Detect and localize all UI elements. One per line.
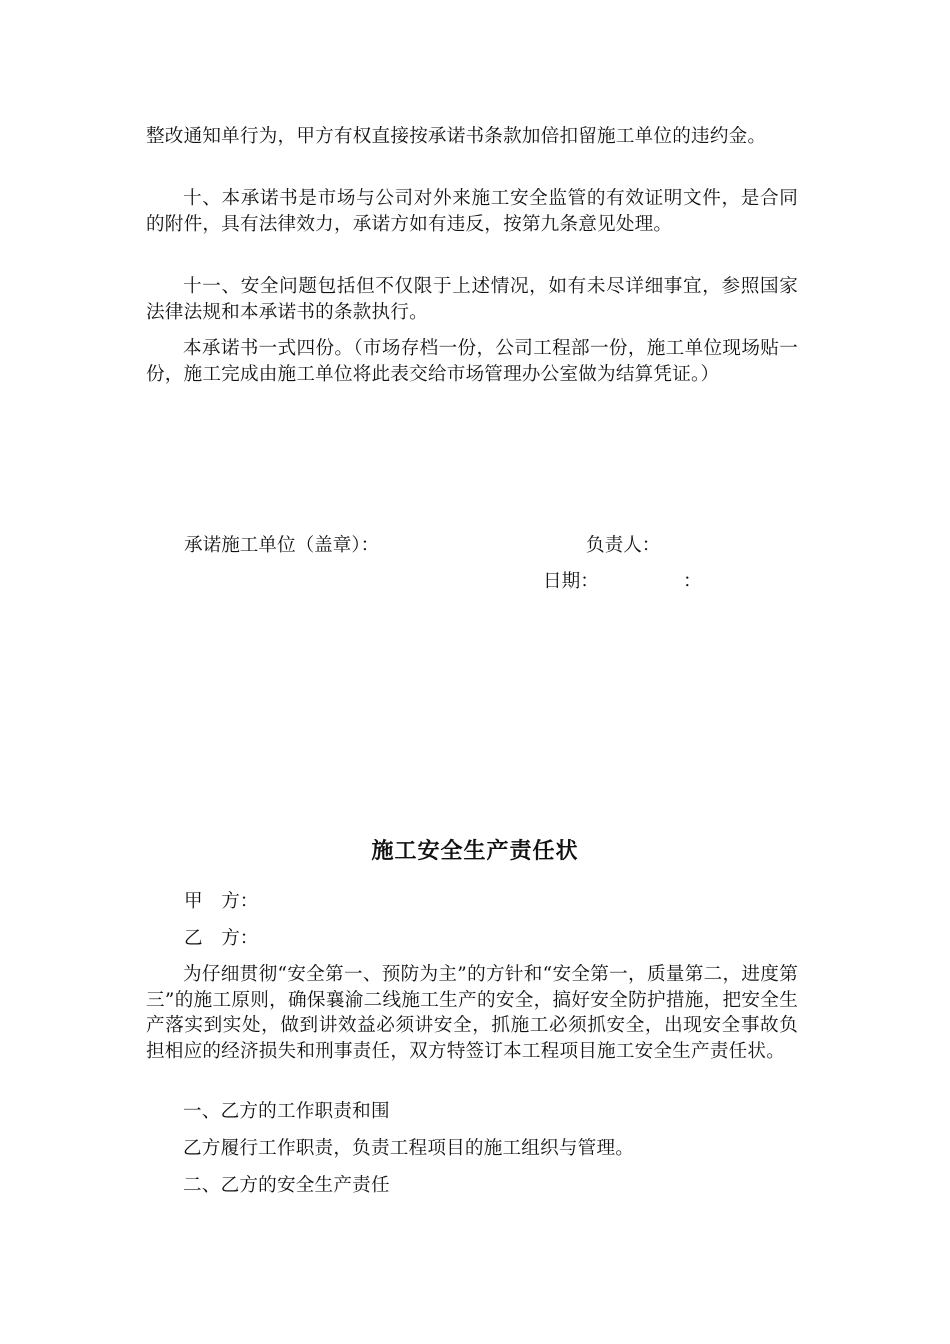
paragraph-clause-10: 十、本承诺书是市场与公司对外来施工安全监管的有效证明文件，是合同的附件，具有法律效力，承诺方如有违反，按第九条意见处理。	[146, 188, 798, 235]
signature-person-label: 负责人：	[586, 535, 661, 556]
section-heading-1: 一、乙方的工作职责和围	[183, 1101, 390, 1122]
section-1-body: 乙方履行工作职责，负责工程项目的施工组织与管理。	[183, 1138, 635, 1159]
signature-date-label: 日期：	[543, 571, 599, 592]
document-title: 施工安全生产责任状	[371, 839, 579, 864]
signature-date-colon: ：	[683, 571, 702, 592]
signature-unit-label: 承诺施工单位（盖章）：	[184, 535, 380, 556]
paragraph-copies: 本承诺书一式四份。（市场存档一份，公司工程部一份，施工单位现场贴一份，施工完成由施工单位将此表交给市场管理办公室做为结算凭证。）	[146, 338, 798, 385]
section-heading-2: 二、乙方的安全生产责任	[183, 1175, 390, 1196]
party-b-label: 乙 方：	[184, 928, 259, 949]
paragraph-continuation: 整改通知单行为，甲方有权直接按承诺书条款加倍扣留施工单位的违约金。	[146, 126, 767, 147]
party-a-label: 甲 方：	[184, 891, 259, 912]
paragraph-clause-11: 十一、安全问题包括但不仅限于上述情况，如有未尽详细事宜，参照国家法律法规和本承诺书的条款执行。	[146, 276, 798, 323]
paragraph-intro: 为仔细贯彻“安全第一、预防为主”的方针和“安全第一，质量第二，进度第三”的施工原则，确保襄渝二线施工生产的安全，搞好安全防护措施，把安全生产落实到实处，做到讲效益必须讲安全，抓施工必须抓安全，出现安全事故负担相应的经济损失和刑事责任，双方特签订本工程项目施工安全生产责任状。	[146, 964, 798, 1062]
